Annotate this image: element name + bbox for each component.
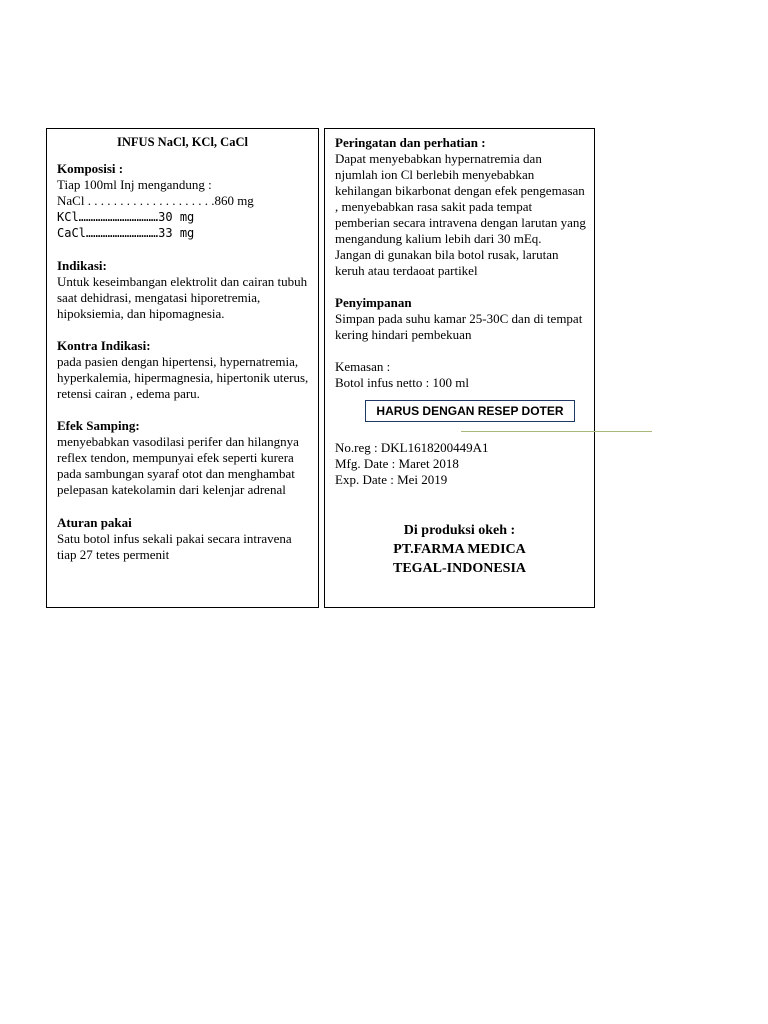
- peringatan-line: mengandung kalium lebih dari 30 mEq.: [335, 231, 542, 246]
- komposisi-section: [57, 161, 312, 241]
- indikasi-line: Untuk keseimbangan elektrolit dan cairan tubuh: [57, 274, 308, 289]
- aturan-line: tiap 27 tetes permenit: [57, 547, 170, 562]
- manufacturer-location: TEGAL-INDONESIA: [392, 561, 527, 576]
- peringatan-section: [335, 135, 588, 279]
- peringatan-line: pemberian secara intravena dengan larutan yang: [335, 215, 586, 230]
- aturan-section: [57, 515, 312, 563]
- peringatan-heading: Peringatan dan perhatian :: [335, 135, 486, 150]
- kemasan-label: Kemasan :: [335, 359, 391, 374]
- indikasi-heading: Indikasi:: [57, 258, 107, 273]
- aturan-heading: Aturan pakai: [57, 515, 132, 530]
- product-title: INFUS NaCl, KCl, CaCl: [117, 135, 248, 149]
- efek-heading: Efek Samping:: [57, 418, 140, 433]
- kontra-line: hyperkalemia, hipermagnesia, hipertonik uterus,: [57, 370, 309, 385]
- exp-date: Exp. Date : Mei 2019: [335, 472, 448, 487]
- komposisi-line: KCl……………………………30 mg: [57, 210, 195, 224]
- kontra-line: pada pasien dengan hipertensi, hypernatremia,: [57, 354, 299, 369]
- indikasi-line: saat dehidrasi, mengatasi hiporetremia,: [57, 290, 261, 305]
- penyimpanan-line: kering hindari pembekuan: [335, 327, 472, 342]
- efek-line: menyebabkan vasodilasi perifer dan hilangnya: [57, 434, 299, 449]
- warning-panel: [324, 128, 595, 608]
- peringatan-line: keruh atau terdaoat partikel: [335, 263, 478, 278]
- penyimpanan-line: Simpan pada suhu kamar 25-30C dan di tempat: [335, 311, 583, 326]
- komposisi-line: Tiap 100ml Inj mengandung :: [57, 177, 212, 192]
- komposisi-line: NaCl . . . . . . . . . . . . . . . . . . . .860 mg: [57, 193, 254, 208]
- manufacturer-block: [325, 521, 594, 578]
- kontra-heading: Kontra Indikasi:: [57, 338, 151, 353]
- efek-line: pada sambungan syaraf otot dan menghambat: [57, 466, 295, 481]
- efek-line: reflex tendon, mempunyai efek seperti kurera: [57, 450, 294, 465]
- peringatan-line: Jangan di gunakan bila botol rusak, larutan: [335, 247, 559, 262]
- penyimpanan-section: [335, 295, 588, 343]
- peringatan-line: kehilangan bikarbonat dengan efek pengemasan: [335, 183, 585, 198]
- peringatan-line: , menyebabkan rasa sakit pada tempat: [335, 199, 533, 214]
- divider-line: [461, 431, 652, 432]
- indikasi-section: [57, 258, 312, 322]
- efek-line: pelepasan katekolamin dari kelenjar adrenal: [57, 482, 286, 497]
- reg-number: No.reg : DKL1618200449A1: [335, 440, 489, 455]
- manufacturer-name: PT.FARMA MEDICA: [393, 542, 526, 557]
- komposisi-line: CaCl…………………………33 mg: [57, 226, 195, 240]
- penyimpanan-heading: Penyimpanan: [335, 295, 412, 310]
- efek-section: [57, 418, 312, 498]
- composition-panel: [46, 128, 319, 608]
- kontra-section: [57, 338, 312, 402]
- kemasan-section: [335, 359, 588, 391]
- kontra-line: retensi cairan , edema paru.: [57, 386, 200, 401]
- prescription-box: HARUS DENGAN RESEP DOTER: [365, 400, 575, 422]
- indikasi-line: hipoksiemia, dan hipomagnesia.: [57, 306, 225, 321]
- manufacturer-intro: Di produksi okeh :: [403, 523, 516, 538]
- peringatan-line: Dapat menyebabkan hypernatremia dan: [335, 151, 542, 166]
- komposisi-heading: Komposisi :: [57, 161, 124, 176]
- mfg-date: Mfg. Date : Maret 2018: [335, 456, 459, 471]
- kemasan-value: Botol infus netto : 100 ml: [335, 375, 469, 390]
- registration-section: [335, 440, 588, 488]
- peringatan-line: njumlah ion Cl berlebih menyebabkan: [335, 167, 535, 182]
- aturan-line: Satu botol infus sekali pakai secara intravena: [57, 531, 292, 546]
